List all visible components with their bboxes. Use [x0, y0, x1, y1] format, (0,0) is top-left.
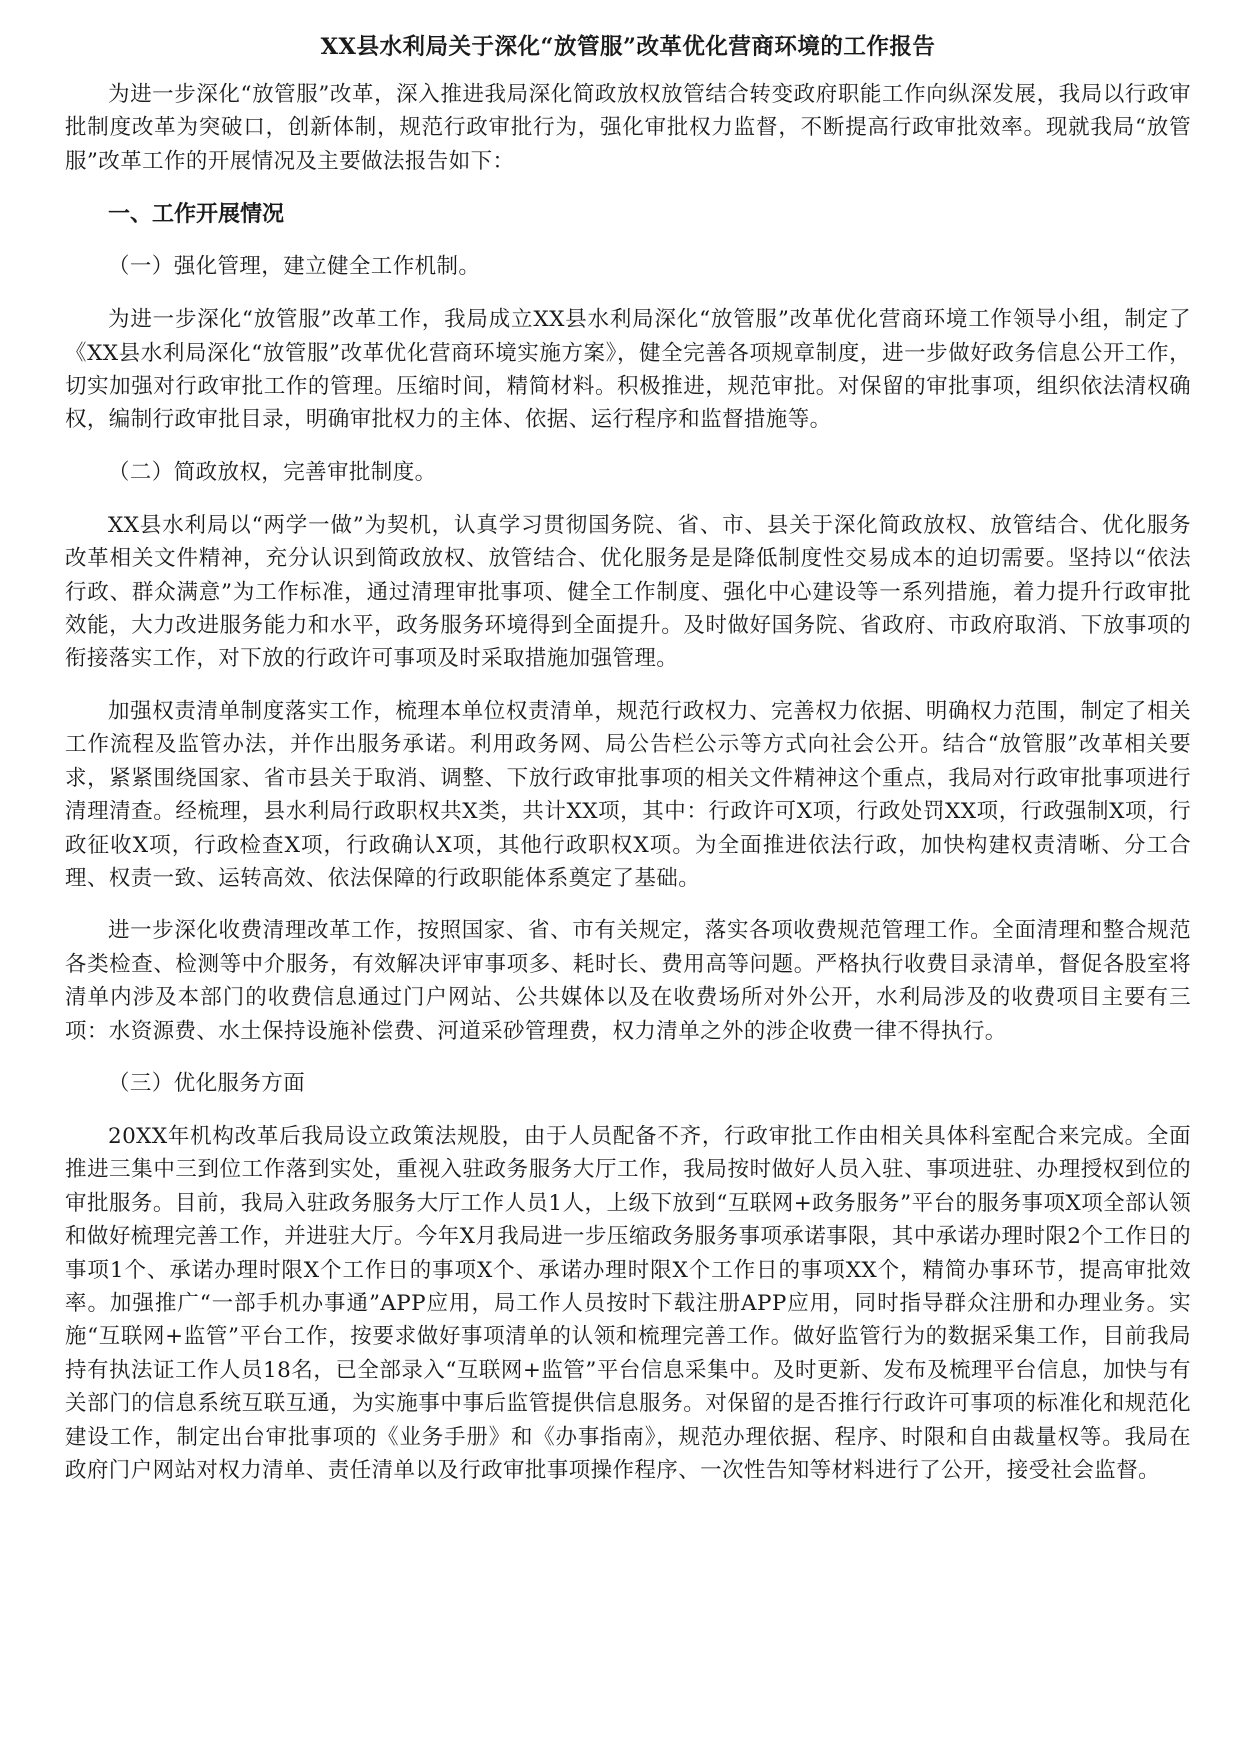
service-paragraph: 20XX年机构改革后我局设立政策法规股，由于人员配备不齐，行政审批工作由相关具体科室配合来完成。全面推进三集中三到位工作落到实处，重视入驻政务服务大厅工作，我局按时做好人员入驻、事项进驻、办理授权到位的审批服务。目前，我局入驻政务服务大厅工作人员1人，上级下放到“互联网+政务服务”平台的服务事项X项全部认领和做好梳理完善工作，并进驻大厅。今年X月我局进一步压缩政务服务事项承诺事限，其中承诺办理时限2个工作日的事项1个、承诺办理时限X个工作日的事项X个、承诺办理时限X个工作日的事项XX个，精简办事环节，提高审批效率。加强推广“一部手机办事通”APP应用，局工作人员按时下载注册APP应用，同时指导群众注册和办理业务。实施“互联网+监管”平台工作，按要求做好事项清单的认领和梳理完善工作。做好监管行为的数据采集工作，目前我局持有执法证工作人员18名，已全部录入“互联网+监管”平台信息采集中。及时更新、发布及梳理平台信息，加快与有关部门的信息系统互联互通，为实施事中事后监管提供信息服务。对保留的是否推行行政许可事项的标准化和规范化建设工作，制定出台审批事项的《业务手册》和《办事指南》，规范办理依据、程序、时限和自由裁量权等。我局在政府门户网站对权力清单、责任清单以及行政审批事项操作程序、一次性告知等材料进行了公开，接受社会监督。	[65, 1123, 1192, 1483]
streamlining-paragraph: XX县水利局以“两学一做”为契机，认真学习贯彻国务院、省、市、县关于深化简政放权、放管结合、优化服务改革相关文件精神，充分认识到简政放权、放管结合、优化服务是是降低制度性交易成本的迫切需要。坚持以“依法行政、群众满意”为工作标准，通过清理审批事项、健全工作制度、强化中心建设等一系列措施，着力提升行政审批效能，大力改进服务能力和水平，政务服务环境得到全面提升。及时做好国务院、省政府、市政府取消、下放事项的衔接落实工作，对下放的行政许可事项及时采取措施加强管理。	[65, 512, 1191, 672]
fee-reform-paragraph: 进一步深化收费清理改革工作，按照国家、省、市有关规定，落实各项收费规范管理工作。全面清理和整合规范各类检查、检测等中介服务，有效解决评审事项多、耗时长、费用高等问题。严格执行收费目录清单，督促各股室将清单内涉及本部门的收费信息通过门户网站、公共媒体以及在收费场所对外公开，水利局涉及的收费项目主要有三项：水资源费、水土保持设施补偿费、河道采砂管理费，权力清单之外的涉企收费一律不得执行。	[65, 918, 1191, 1044]
intro-paragraph: 为进一步深化“放管服”改革，深入推进我局深化简政放权放管结合转变政府职能工作向纵深发展，我局以行政审批制度改革为突破口，创新体制，规范行政审批行为，强化审批权力监督，不断提高行政审批效率。现就我局“放管服”改革工作的开展情况及主要做法报告如下：	[65, 82, 1191, 174]
paragraph-gap	[65, 284, 1191, 303]
subsection-heading-streamlining: （二）简政放权，完善审批制度。	[108, 459, 437, 485]
paragraph-gap	[65, 895, 1191, 914]
section-heading-work-status: 一、工作开展情况	[108, 201, 285, 228]
subsection-heading-management: （一）强化管理，建立健全工作机制。	[108, 254, 481, 280]
subsection-heading-service: （三）优化服务方面	[108, 1070, 306, 1096]
paragraph-gap	[65, 437, 1191, 456]
document-body	[65, 30, 1191, 1487]
document-title: XX县水利局关于深化“放管服”改革优化营商环境的工作报告	[320, 34, 936, 60]
power-list-paragraph: 加强权责清单制度落实工作，梳理本单位权责清单，规范行政权力、完善权力依据、明确权力范围，制定了相关工作流程及监管办法，并作出服务承诺。利用政务网、局公告栏公示等方式向社会公开。结合“放管服”改革相关要求，紧紧围绕国家、省市县关于取消、调整、下放行政审批事项的相关文件精神这个重点，我局对行政审批事项进行清理清查。经梳理，县水利局行政职权共X类，共计XX项，其中：行政许可X项，行政处罚XX项，行政强制X项，行政征收X项，行政检查X项，行政确认X项，其他行政职权X项。为全面推进依法行政，加快构建权责清晰、分工合理、权责一致、运转高效、依法保障的行政职能体系奠定了基础。	[65, 698, 1191, 891]
paragraph-gap	[65, 231, 1191, 250]
paragraph-gap	[65, 178, 1191, 197]
paragraph-gap	[65, 1101, 1191, 1120]
paragraph-gap	[65, 676, 1191, 695]
management-paragraph: 为进一步深化“放管服”改革工作，我局成立XX县水利局深化“放管服”改革优化营商环境工作领导小组，制定了《XX县水利局深化“放管服”改革优化营商环境实施方案》，健全完善各项规章制度，进一步做好政务信息公开工作，切实加强对行政审批工作的管理。压缩时间，精简材料。积极推进，规范审批。对保留的审批事项，组织依法清权确权，编制行政审批目录，明确审批权力的主体、依据、运行程序和监督措施等。	[65, 307, 1191, 433]
paragraph-gap	[65, 490, 1191, 509]
paragraph-gap	[65, 1048, 1191, 1067]
